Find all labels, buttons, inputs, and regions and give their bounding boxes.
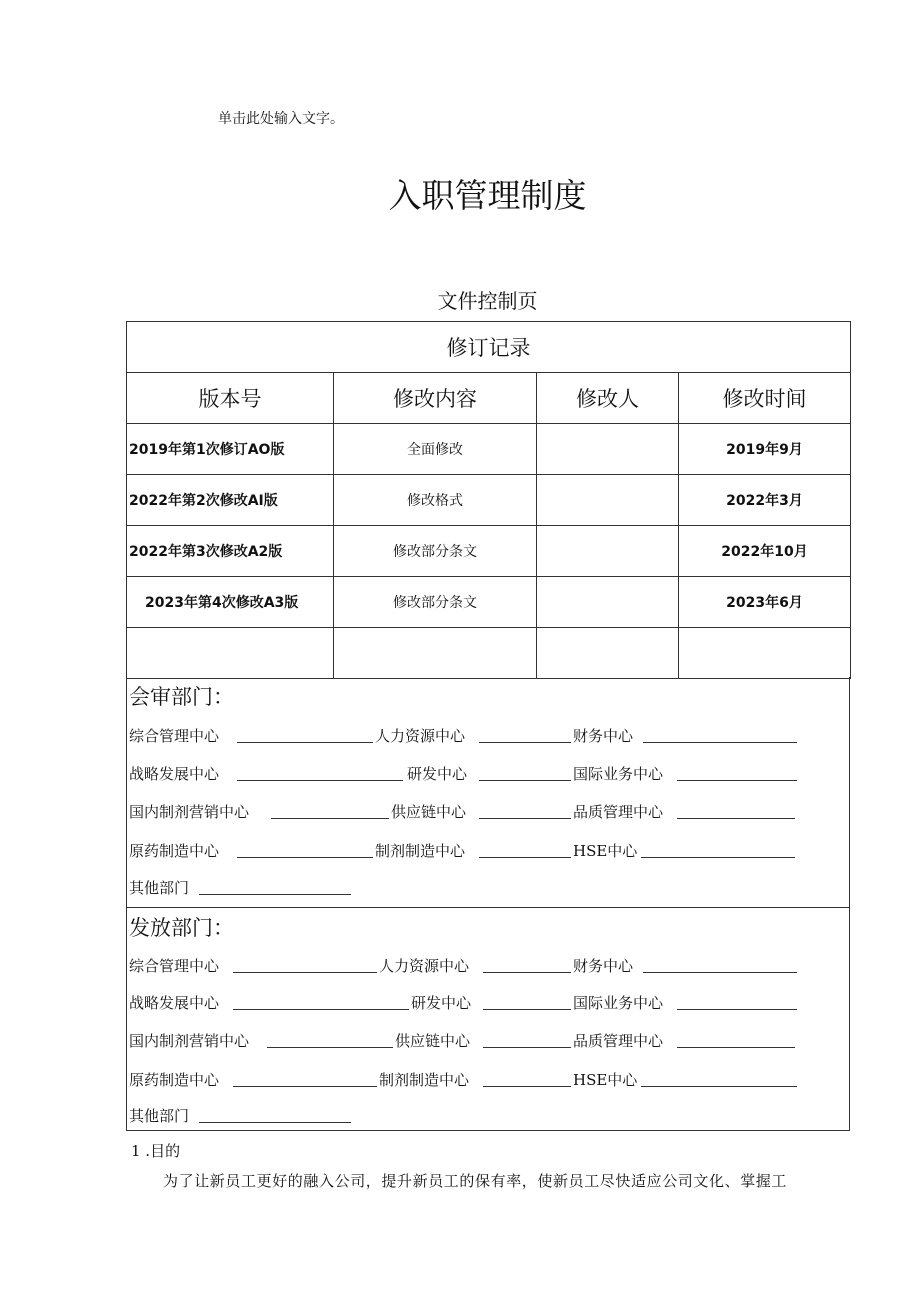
cell-version [127,628,334,679]
cell-content: 修改部分条文 [334,526,537,577]
dept-label: 品质管理中心 [573,1032,664,1050]
release-departments-box [126,908,850,1131]
dept-label: 国内制剂营销中心 [129,803,250,821]
dept-label: 研发中心 [407,765,468,783]
header-time: 修改时间 [679,373,851,424]
table-row [127,526,851,577]
signature-blank[interactable] [233,1086,377,1087]
dept-label: 国内制剂营销中心 [129,1032,250,1050]
signature-blank[interactable] [199,894,351,895]
dept-label: 制剂制造中心 [375,842,466,860]
cell-time: 2022年3月 [679,475,851,526]
signature-blank[interactable] [237,742,373,743]
cell-editor [537,475,679,526]
signature-blank[interactable] [677,818,795,819]
revision-caption: 修订记录 [127,322,851,373]
signature-blank[interactable] [271,818,389,819]
dept-label: 研发中心 [411,994,472,1012]
dept-label: 人力资源中心 [379,957,470,975]
dept-label: 综合管理中心 [129,727,220,745]
signature-blank[interactable] [641,1086,797,1087]
signature-blank[interactable] [643,972,797,973]
dept-label: 国际业务中心 [573,765,664,783]
review-departments-box [126,677,850,908]
placeholder-text[interactable]: 单击此处输入文字。 [218,111,344,127]
header-version: 版本号 [127,373,334,424]
dept-label: 战略发展中心 [129,765,220,783]
cell-content: 修改部分条文 [334,577,537,628]
signature-blank[interactable] [479,742,571,743]
dept-label: 原药制造中心 [129,842,220,860]
cell-time: 2019年9月 [679,424,851,475]
signature-blank[interactable] [267,1047,393,1048]
dept-label: 战略发展中心 [129,994,220,1012]
revision-table [126,321,851,679]
signature-blank[interactable] [479,780,571,781]
signature-blank[interactable] [479,857,571,858]
cell-editor [537,526,679,577]
dept-label: HSE中心 [573,842,638,860]
section-heading: 1 .目的 [131,1142,181,1160]
dept-label: 其他部门 [129,1107,190,1125]
dept-label: 原药制造中心 [129,1071,220,1089]
control-page-title: 文件控制页 [437,289,538,313]
cell-version: 2023年第4次修改A3版 [127,577,334,628]
header-content: 修改内容 [334,373,537,424]
signature-blank[interactable] [479,818,571,819]
signature-blank[interactable] [677,1009,797,1010]
cell-content: 全面修改 [334,424,537,475]
dept-label: 财务中心 [573,727,634,745]
signature-blank[interactable] [677,1047,795,1048]
dept-label: 制剂制造中心 [379,1071,470,1089]
cell-editor [537,424,679,475]
section-paragraph: 为了让新员工更好的融入公司，提升新员工的保有率，使新员工尽快适应公司文化、掌握工 [163,1172,788,1190]
table-row [127,475,851,526]
release-heading: 发放部门： [129,916,234,940]
review-heading: 会审部门： [129,685,234,709]
cell-content [334,628,537,679]
signature-blank[interactable] [237,780,403,781]
cell-editor [537,577,679,628]
cell-editor [537,628,679,679]
dept-label: 国际业务中心 [573,994,664,1012]
dept-label: 人力资源中心 [375,727,466,745]
dept-label: 其他部门 [129,879,190,897]
document-title: 入职管理制度 [388,176,587,215]
signature-blank[interactable] [643,742,797,743]
signature-blank[interactable] [199,1122,351,1123]
header-editor: 修改人 [537,373,679,424]
cell-content: 修改格式 [334,475,537,526]
signature-blank[interactable] [233,972,377,973]
signature-blank[interactable] [233,1009,409,1010]
cell-time [679,628,851,679]
cell-version: 2022年第3次修改A2版 [127,526,334,577]
signature-blank[interactable] [483,1086,571,1087]
table-row [127,424,851,475]
dept-label: HSE中心 [573,1071,638,1089]
signature-blank[interactable] [483,972,571,973]
cell-version: 2022年第2次修改AI版 [127,475,334,526]
cell-time: 2022年10月 [679,526,851,577]
signature-blank[interactable] [641,857,795,858]
table-row [127,577,851,628]
dept-label: 供应链中心 [395,1032,471,1050]
dept-label: 综合管理中心 [129,957,220,975]
signature-blank[interactable] [483,1009,571,1010]
table-row [127,628,851,679]
dept-label: 财务中心 [573,957,634,975]
cell-version: 2019年第1次修订AO版 [127,424,334,475]
cell-time: 2023年6月 [679,577,851,628]
signature-blank[interactable] [483,1047,571,1048]
signature-blank[interactable] [677,780,797,781]
signature-blank[interactable] [237,857,373,858]
dept-label: 供应链中心 [391,803,467,821]
dept-label: 品质管理中心 [573,803,664,821]
